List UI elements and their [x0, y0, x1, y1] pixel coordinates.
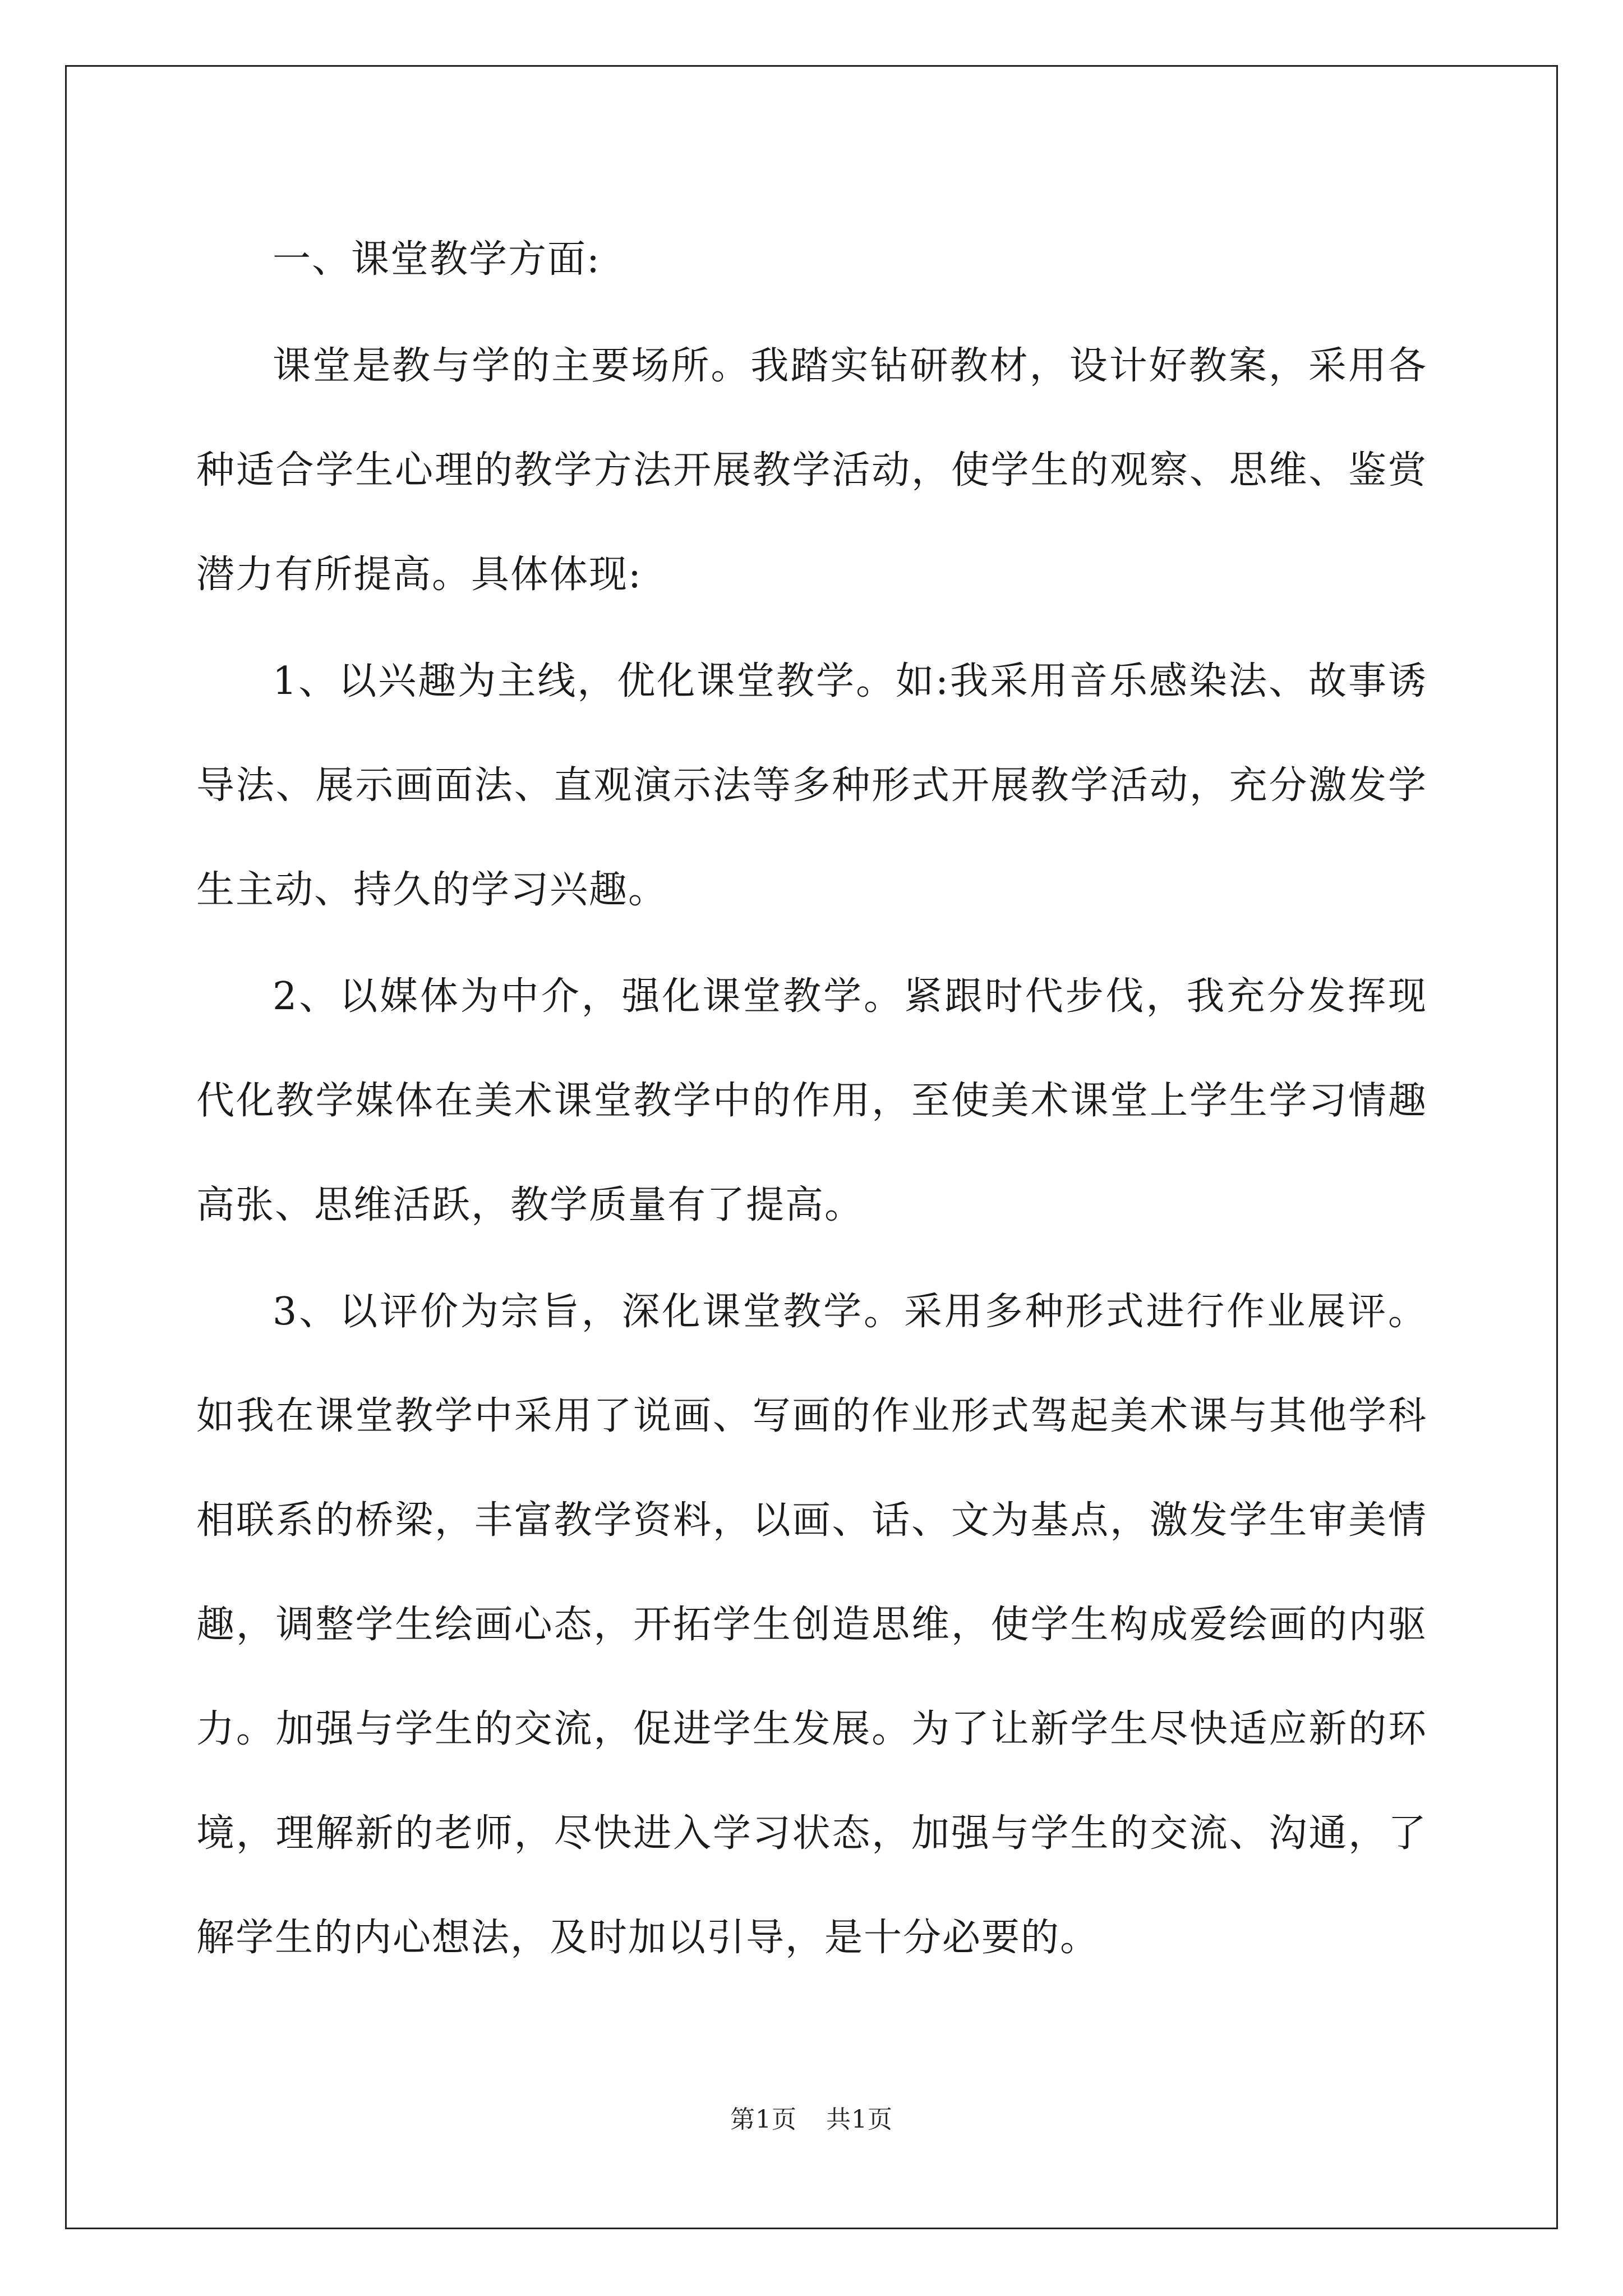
body-paragraph: 2、以媒体为中介，强化课堂教学。紧跟时代步伐，我充分发挥现代化教学媒体在美术课堂教学中的作用，至使美术课堂上学生学习情趣高张、思维活跃，教学质量有了提高。 [196, 974, 1427, 1227]
page-total: 共1页 [826, 2105, 893, 2134]
document-body [196, 208, 1427, 1990]
body-paragraph: 课堂是教与学的主要场所。我踏实钻研教材，设计好教案，采用各种适合学生心理的教学方法开展教学活动，使学生的观察、思维、鉴赏潜力有所提高。具体体现: [196, 344, 1427, 597]
body-paragraph: 1、以兴趣为主线，优化课堂教学。如:我采用音乐感染法、故事诱导法、展示画面法、直观演示法等多种形式开展教学活动，充分激发学生主动、持久的学习兴趣。 [196, 659, 1427, 912]
page-number: 第1页 [730, 2105, 797, 2134]
section-heading: 一、课堂教学方面: [273, 237, 601, 282]
body-paragraph: 3、以评价为宗旨，深化课堂教学。采用多种形式进行作业展评。如我在课堂教学中采用了说画、写画的作业形式驾起美术课与其他学科相联系的桥梁，丰富教学资料，以画、话、文为基点，激发学生审美情趣，调整学生绘画心态，开拓学生创造思维，使学生构成爱绘画的内驱力。加强与学生的交流，促进学生发展。为了让新学生尽快适应新的环境，理解新的老师，尽快进入学习状态，加强与学生的交流、沟通，了解学生的内心想法，及时加以引导，是十分必要的。 [196, 1290, 1427, 1960]
page-footer [0, 2099, 1623, 2135]
